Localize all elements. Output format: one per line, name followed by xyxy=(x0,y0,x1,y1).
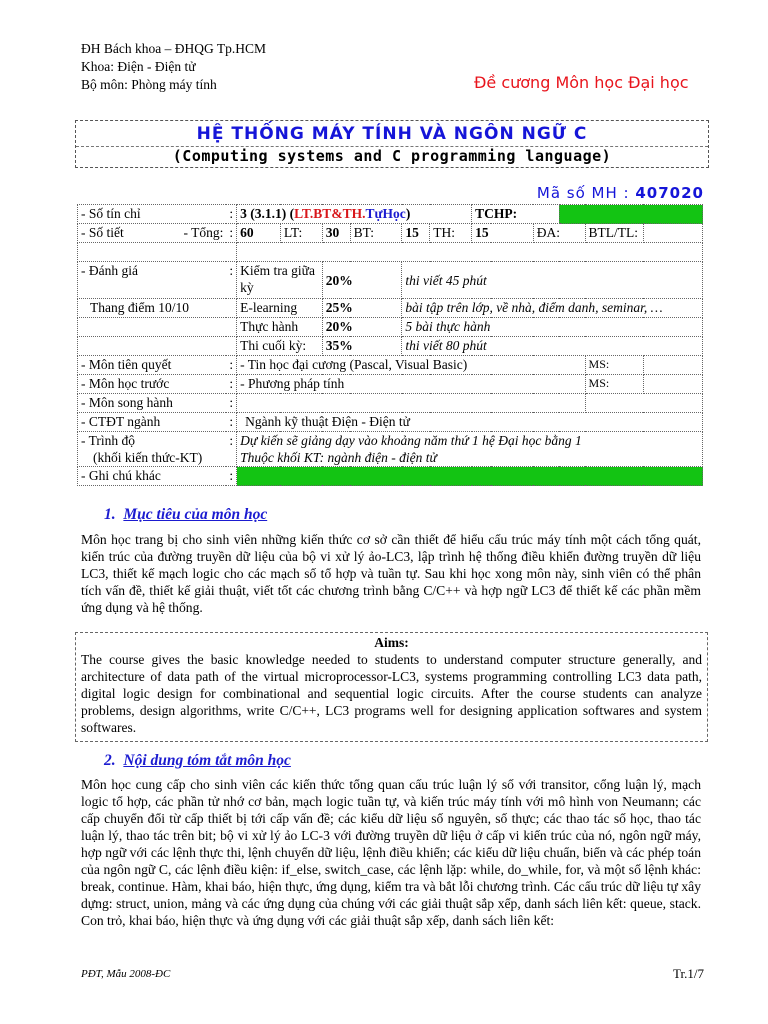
course-code-value: 407020 xyxy=(635,184,704,202)
colon: : xyxy=(226,224,236,243)
periods-label: - Số tiết - Tổng: xyxy=(78,224,227,243)
eval-percent: 20% xyxy=(322,262,402,299)
ms-value xyxy=(585,394,702,413)
tchp-label: TCHP: xyxy=(472,205,560,224)
section-2-text: Môn học cung cấp cho sinh viên các kiến thức tổng quan cấu trúc luận lý số với transitor, cổng luận lý, mạch logic tổ hợp, các phần tử nhớ cơ bản, mạch logic tuần tự, và kiến trúc máy tính với mô hình von Neumann; các cấp chuyển đổi từ cấp thiết bị tới cấp vấn đề; các kiểu dữ liệu số nguyên, số thực; các thao tác số học, thao tác luận lý, thao tác trên bit; bộ vi xử lý ảo LC-3 với đường truyền dữ liệu ở cấp vi kiến trúc của nó, ngôn ngữ máy, hợp ngữ với các lệnh thực thi, lệnh chuyển dữ liệu, lệnh điều khiển; các kiểu dữ liệu chuẩn, biến và các phép toán của ngôn ngữ C, các lệnh điều kiện: if_else, switch_case, các lệnh lặp: while, do_while, for, và một số lệnh khác: break, continue. Hàm, khai báo, hiện thực, ứng dụng, kiểm tra và bắt lỗi chương trình. Các cấu trúc dữ liệu tự xây dựng: struct, union, mảng và các ứng dụng của chúng với các giải thuật sắp xếp, danh sách liên kết: queue, stack. Con trỏ, khai báo, hiện thực và ứng dụng với các giải thuật sắp xếp, danh sách liên kết: xyxy=(81,777,701,928)
footer-page-number: Tr.1/7 xyxy=(673,966,704,981)
program-value: Ngành kỹ thuật Điện - Điện tử xyxy=(237,413,703,432)
eval-desc: bài tập trên lớp, về nhà, điểm danh, seminar, … xyxy=(402,299,703,318)
aims-title: Aims: xyxy=(374,635,409,650)
course-code xyxy=(537,184,704,202)
level-value: Dự kiến sẽ giảng dạy vào khoảng năm thứ 1 hệ Đại học bằng 1 Thuộc khối KT: ngành điện - điện tử xyxy=(237,432,703,467)
course-title-en: (Computing systems and C programming language) xyxy=(172,147,612,165)
eval-type: Thực hành xyxy=(237,318,323,337)
lt-label: LT: xyxy=(280,224,322,243)
prior-value: - Phương pháp tính xyxy=(237,375,585,394)
total-periods: 60 xyxy=(237,224,281,243)
eval-row-midterm xyxy=(78,262,703,299)
section-1-number: 1. xyxy=(104,506,116,523)
notes-row xyxy=(78,467,703,486)
eval-desc: thi viết 45 phút xyxy=(402,262,703,299)
prereq-label: - Môn tiên quyết xyxy=(78,356,227,375)
bt-label: BT: xyxy=(350,224,402,243)
eval-row-elearning xyxy=(78,299,703,318)
notes-value xyxy=(237,467,703,486)
colon: : xyxy=(226,262,236,299)
th-label: TH: xyxy=(430,224,472,243)
ms-label: MS: xyxy=(585,375,643,394)
program-row xyxy=(78,413,703,432)
eval-row-practice xyxy=(78,318,703,337)
colon: : xyxy=(226,205,236,224)
colon: : xyxy=(226,432,236,467)
eval-percent: 35% xyxy=(322,337,402,356)
section-1-title: Mục tiêu của môn học xyxy=(123,506,268,523)
parallel-label: - Môn song hành xyxy=(78,394,227,413)
aims-text: The course gives the basic knowledge needed to students to understand computer structure generally, and architecture of data path of the virtual microprocessor-LC3, systems programming controlling LC3 data path, digital logic design for combinational and sequential logic circuits. After the course students can analyze problems, design algorithms, write C/C++, LC3 programs well for designing application softwares and system softwares. xyxy=(81,652,702,735)
section-2-title: Nội dung tóm tắt môn học xyxy=(123,752,291,769)
eval-row-final xyxy=(78,337,703,356)
section-1-heading xyxy=(104,506,267,524)
spacer-row xyxy=(78,243,703,262)
ms-label: MS: xyxy=(585,356,643,375)
credits-row xyxy=(78,205,703,224)
colon: : xyxy=(226,394,236,413)
credits-value: 3 (3.1.1) (LT.BT&TH.TựHọc) xyxy=(237,205,472,224)
btl-value xyxy=(643,224,703,243)
eval-type: Kiểm tra giữa kỳ xyxy=(237,262,323,299)
prior-row xyxy=(78,375,703,394)
course-title-vi: HỆ THỐNG MÁY TÍNH VÀ NGÔN NGỮ C xyxy=(76,124,708,147)
parallel-row xyxy=(78,394,703,413)
bt-value: 15 xyxy=(402,224,430,243)
parallel-value xyxy=(237,394,585,413)
eval-type: E-learning xyxy=(237,299,323,318)
faculty-line: Khoa: Điện - Điện tử xyxy=(81,59,196,74)
course-title-box xyxy=(75,120,709,168)
prior-label: - Môn học trước xyxy=(78,375,227,394)
eval-percent: 20% xyxy=(322,318,402,337)
section-2-number: 2. xyxy=(104,752,116,769)
periods-row xyxy=(78,224,703,243)
scale-label: Thang điểm 10/10 xyxy=(78,299,227,318)
program-label: - CTĐT ngành xyxy=(78,413,227,432)
credits-label: - Số tín chỉ xyxy=(78,205,227,224)
lt-value: 30 xyxy=(322,224,350,243)
section-2-heading xyxy=(104,752,291,770)
tchp-value xyxy=(559,205,702,224)
department-line: Bộ môn: Phòng máy tính xyxy=(81,77,217,92)
da-label: ĐA: xyxy=(533,224,585,243)
section-1-text: Môn học trang bị cho sinh viên những kiến thức cơ sở cần thiết để hiểu cấu trúc máy tính một cách tổng quát, kiến trúc của đường truyền dữ liệu của bộ vi xử lý ảo-LC3, lập trình hệ thống điều khiển đường truyền dữ liệu LC3, thiết kế mạch logic cho các mạch số tổ hợp và tuần tự. Sau khi học xong môn này, sinh viên có thể phân tích vấn đề, thiết kế giải thuật, viết tốt các chương trình bằng C/C++ và hợp ngữ LC3 để thiết kế các phần mềm ứng dụng và hệ thống. xyxy=(81,532,701,615)
aims-box xyxy=(75,632,708,742)
level-label: - Trình độ (khối kiến thức-KT) xyxy=(78,432,227,467)
outline-title: Đề cương Môn học Đại học xyxy=(474,73,689,92)
ms-value xyxy=(643,375,703,394)
eval-type: Thi cuối kỳ: xyxy=(237,337,323,356)
eval-desc: 5 bài thực hành xyxy=(402,318,703,337)
btl-label: BTL/TL: xyxy=(585,224,643,243)
colon: : xyxy=(226,356,236,375)
colon: : xyxy=(226,467,236,486)
notes-label: - Ghi chú khác xyxy=(78,467,227,486)
eval-label: - Đánh giá xyxy=(78,262,227,299)
colon: : xyxy=(226,375,236,394)
institution-header xyxy=(81,40,266,94)
prereq-row xyxy=(78,356,703,375)
course-info-table xyxy=(77,204,703,486)
course-code-label: Mã số MH : xyxy=(536,184,630,202)
eval-percent: 25% xyxy=(322,299,402,318)
university-line: ĐH Bách khoa – ĐHQG Tp.HCM xyxy=(81,41,266,56)
eval-desc: thi viết 80 phút xyxy=(402,337,703,356)
prereq-value: - Tin học đại cương (Pascal, Visual Basic) xyxy=(237,356,585,375)
ms-value xyxy=(643,356,703,375)
footer-form-code: PĐT, Mẫu 2008-ĐC xyxy=(81,968,171,980)
colon: : xyxy=(226,413,236,432)
th-value: 15 xyxy=(472,224,534,243)
level-row xyxy=(78,432,703,467)
